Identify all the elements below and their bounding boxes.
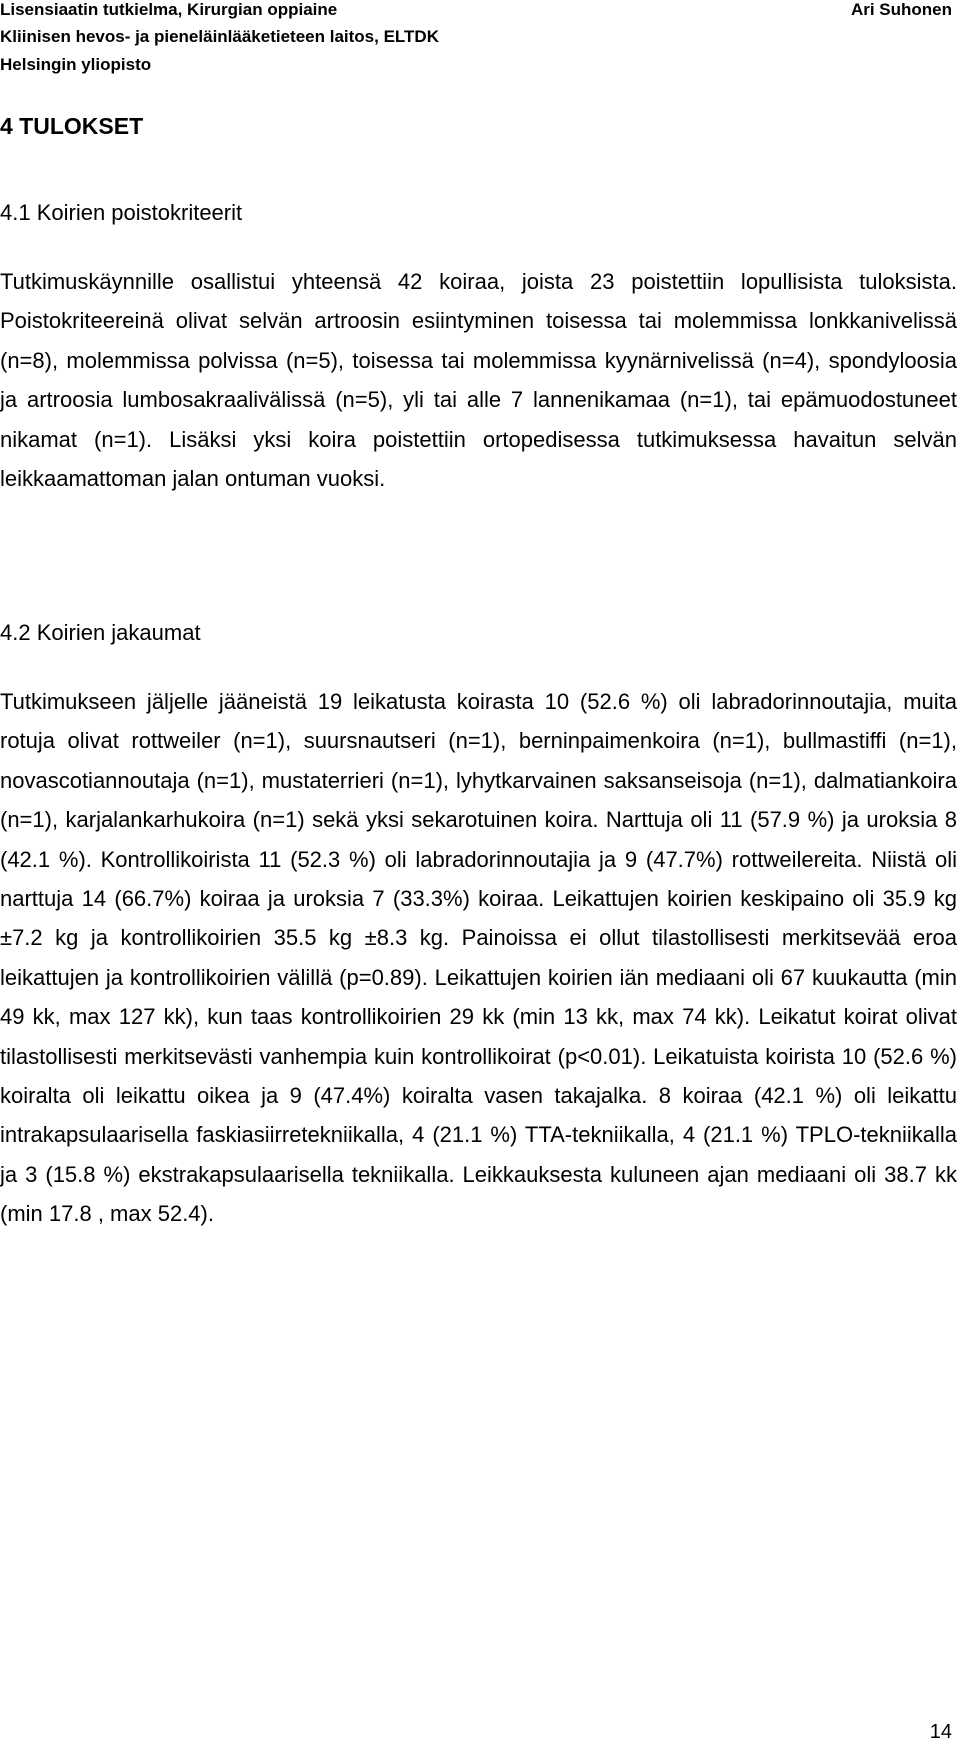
subsection-title-distribution: 4.2 Koirien jakaumat (0, 620, 201, 645)
header-university-line: Helsingin yliopisto (0, 55, 152, 74)
header-department-line: Kliinisen hevos- ja pieneläinlääketieteen laitos, ELTDK (0, 27, 439, 46)
paragraph-dog-distribution: Tutkimukseen jäljelle jääneistä 19 leikatusta koirasta 10 (52.6 %) oli labradorinnoutajia, muita rotuja olivat rottweiler (n=1), suursnautseri (n=1), berninpaimenkoira (n=1), bullmastiffi (n=1), novascotiannoutaja (n=1), mustaterrieri (n=1), lyhytkarvainen saksanseisoja (n=1), dalmatiankoira (n=1), karjalankarhukoira (n=1) sekä yksi sekarotuinen koira. Narttuja oli 11 (57.9 %) ja uroksia 8 (42.1 %). Kontrollikoirista 11 (52.3 %) oli labradorinnoutajia ja 9 (47.7%) rottweilereita. Niistä oli narttuja 14 (66.7%) koiraa ja uroksia 7 (33.3%) koiraa. Leikattujen koirien keskipaino oli 35.9 kg ±7.2 kg ja kontrollikoirien 35.5 kg ±8.3 kg. Painoissa ei ollut tilastollisesti merkitsevää eroa leikattujen ja kontrollikoirien välillä (p=0.89). Leikattujen koirien iän mediaani oli 67 kuukautta (min 49 kk, max 127 kk), kun taas kontrollikoirien 29 kk (min 13 kk, max 74 kk). Leikatut koirat olivat tilastollisesti merkitsevästi vanhempia kuin kontrollikoirat (p<0.01). Leikatuista koirista 10 (52.6 %) koiralta oli leikattu oikea ja 9 (47.4%) koiralta vasen takajalka. 8 koiraa (42.1 %) oli leikattu intrakapsulaarisella faskiasiirretekniikalla, 4 (21.1 %) TTA-tekniikalla, 4 (21.1 %) TPLO-tekniikalla ja 3 (15.8 %) ekstrakapsulaarisella tekniikalla. Leikkauksesta kuluneen ajan mediaani oli 38.7 kk (min 17.8 , max 52.4). (0, 689, 957, 1227)
paragraph-exclusion-criteria: Tutkimuskäynnille osallistui yhteensä 42 koiraa, joista 23 poistettiin lopullisista tuloksista. Poistokriteereinä olivat selvän artroosin esiintyminen toisessa tai molemmissa lonkkanivelissä (n=8), molemmissa polvissa (n=5), toisessa tai molemmissa kyynärnivelissä (n=4), spondyloosia ja artroosia lumbosakraalivälissä (n=5), yli tai alle 7 lannenikamaa (n=1), tai epämuodostuneet nikamat (n=1). Lisäksi yksi koira poistettiin ortopedisessa tutkimuksessa havaitun selvän leikkaamattoman jalan ontuman vuoksi. (0, 269, 957, 492)
header-author: Ari Suhonen (850, 0, 952, 19)
page-number: 14 (929, 1721, 952, 1743)
subsection-title-exclusion: 4.1 Koirien poistokriteerit (0, 200, 243, 225)
section-title: 4 TULOKSET (0, 113, 144, 139)
header-thesis-line: Lisensiaatin tutkielma, Kirurgian oppiaine (0, 0, 338, 19)
